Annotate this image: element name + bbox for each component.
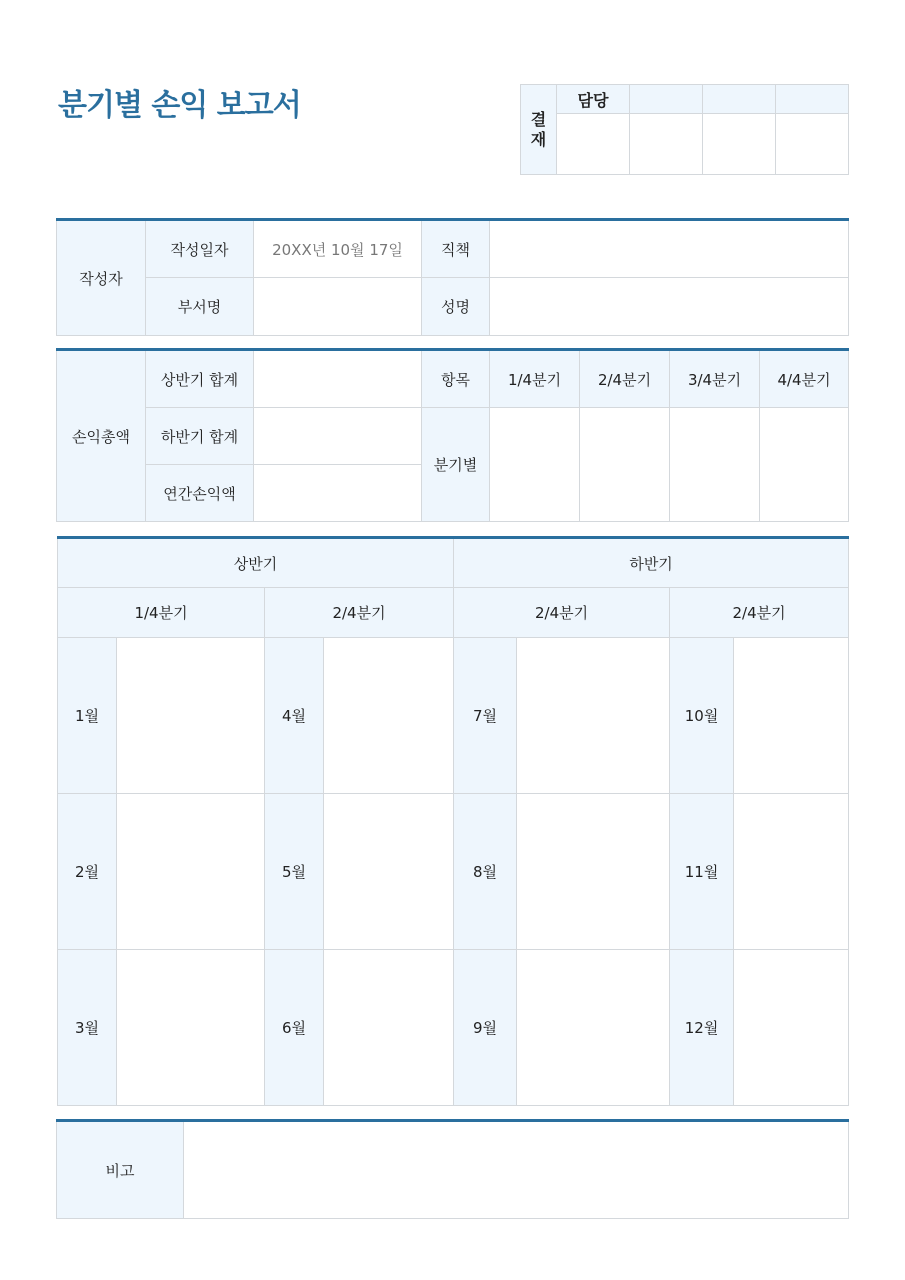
remarks-field[interactable] (184, 1121, 849, 1219)
remarks-label: 비고 (57, 1121, 184, 1219)
second-half-header: 하반기 (454, 538, 849, 588)
approval-header-charge: 담당 (557, 85, 630, 114)
annual-field[interactable] (254, 465, 422, 522)
monthly-table (57, 536, 849, 1106)
department-label: 부서명 (146, 278, 254, 336)
approval-sign-cell[interactable] (630, 114, 703, 175)
second-half-total-label: 하반기 합계 (146, 408, 254, 465)
month-field[interactable] (734, 950, 849, 1106)
month-label: 9월 (454, 950, 517, 1106)
profit-table (56, 348, 849, 522)
month-label: 6월 (265, 950, 324, 1106)
month-field[interactable] (517, 794, 670, 950)
first-half-total-label: 상반기 합계 (146, 350, 254, 408)
name-label: 성명 (422, 278, 490, 336)
quarter-value-field[interactable] (580, 408, 670, 522)
author-table (56, 218, 849, 336)
name-field[interactable] (490, 278, 849, 336)
department-field[interactable] (254, 278, 422, 336)
first-half-total-field[interactable] (254, 350, 422, 408)
month-label: 7월 (454, 638, 517, 794)
month-field[interactable] (117, 638, 265, 794)
position-field[interactable] (490, 220, 849, 278)
author-label: 작성자 (57, 220, 146, 336)
month-label: 2월 (58, 794, 117, 950)
approval-label: 결 재 (521, 85, 557, 175)
quarter-value-field[interactable] (670, 408, 760, 522)
month-field[interactable] (117, 950, 265, 1106)
first-half-header: 상반기 (58, 538, 454, 588)
approval-sign-cell[interactable] (703, 114, 776, 175)
quarter-value-field[interactable] (760, 408, 849, 522)
quarter-header: 1/4분기 (58, 588, 265, 638)
quarter-header: 2/4분기 (580, 350, 670, 408)
month-label: 4월 (265, 638, 324, 794)
approval-sign-cell[interactable] (776, 114, 849, 175)
month-field[interactable] (517, 638, 670, 794)
approval-header (776, 85, 849, 114)
month-label: 5월 (265, 794, 324, 950)
quarter-header: 2/4분기 (265, 588, 454, 638)
month-field[interactable] (324, 950, 454, 1106)
page-title: 분기별 손익 보고서 (58, 88, 301, 123)
month-field[interactable] (517, 950, 670, 1106)
month-label: 12월 (670, 950, 734, 1106)
annual-label: 연간손익액 (146, 465, 254, 522)
approval-header (703, 85, 776, 114)
second-half-total-field[interactable] (254, 408, 422, 465)
month-label: 11월 (670, 794, 734, 950)
quarter-header: 3/4분기 (670, 350, 760, 408)
date-field[interactable]: 20XX년 10월 17일 (254, 220, 422, 278)
quarterly-label: 분기별 (422, 408, 490, 522)
quarter-header: 1/4분기 (490, 350, 580, 408)
position-label: 직책 (422, 220, 490, 278)
month-label: 1월 (58, 638, 117, 794)
month-field[interactable] (324, 638, 454, 794)
profit-total-label: 손익총액 (57, 350, 146, 522)
remarks-table (56, 1119, 849, 1219)
quarter-value-field[interactable] (490, 408, 580, 522)
month-label: 8월 (454, 794, 517, 950)
quarter-header: 4/4분기 (760, 350, 849, 408)
quarter-header: 2/4분기 (670, 588, 849, 638)
month-label: 3월 (58, 950, 117, 1106)
month-field[interactable] (324, 794, 454, 950)
approval-box (520, 84, 849, 175)
approval-header (630, 85, 703, 114)
date-label: 작성일자 (146, 220, 254, 278)
month-field[interactable] (734, 638, 849, 794)
month-field[interactable] (734, 794, 849, 950)
item-label: 항목 (422, 350, 490, 408)
approval-sign-cell[interactable] (557, 114, 630, 175)
quarter-header: 2/4분기 (454, 588, 670, 638)
month-label: 10월 (670, 638, 734, 794)
month-field[interactable] (117, 794, 265, 950)
